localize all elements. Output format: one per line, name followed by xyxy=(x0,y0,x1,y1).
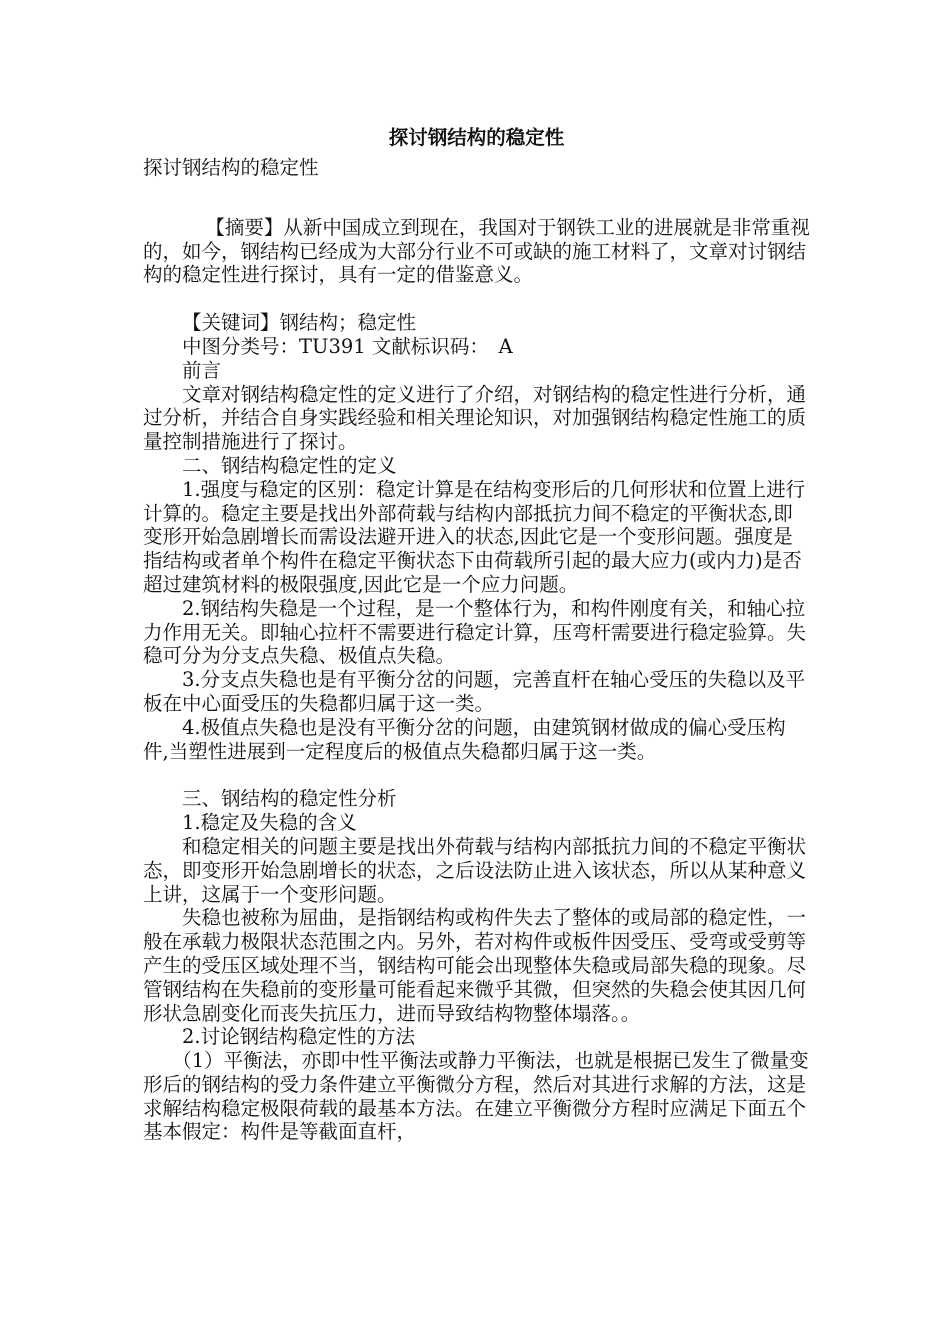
section-2-paragraph-3: 3.分支点失稳也是有平衡分岔的问题，完善直杆在轴心受压的失稳以及平板在中心面受压的失稳都归属于这一类。 xyxy=(143,668,806,715)
classification-line: 中图分类号：TU391 文献标识码： A xyxy=(182,334,513,358)
section-2-paragraph-2: 2.钢结构失稳是一个过程，是一个整体行为，和构件刚度有关，和轴心拉力作用无关。即轴心拉杆不需要进行稳定计算，压弯杆需要进行稳定验算。失稳可分为分支点失稳、极值点失稳。 xyxy=(143,596,807,668)
section-2-paragraph-1: 1.强度与稳定的区别：稳定计算是在结构变形后的几何形状和位置上进行计算的。稳定主要是找出外部荷载与结构内部抵抗力间不稳定的平衡状态,即变形开始急剧增长而需设法避开进入的状态,因此它是一个变形问题。强度是指结构或者单个构件在稳定平衡状态下由荷载所引起的最大应力(或内力)是否超过建筑材料的极限强度,因此它是一个应力问题。 xyxy=(143,477,806,596)
section-3-subheading-1: 1.稳定及失稳的含义 xyxy=(182,811,357,835)
section-3-subheading-2: 2.讨论钢结构稳定性的方法 xyxy=(182,1025,416,1049)
section-3-heading: 三、钢结构的稳定性分析 xyxy=(182,787,397,811)
document-subtitle: 探讨钢结构的稳定性 xyxy=(143,156,319,179)
section-2-heading: 二、钢结构稳定性的定义 xyxy=(182,453,397,477)
section-3-paragraph-2: 失稳也被称为屈曲，是指钢结构或构件失去了整体的或局部的稳定性，一般在承载力极限状态范围之内。另外，若对构件或板件因受压、受弯或受剪等产生的受压区域处理不当，钢结构可能会出现整体失稳或局部失稳的现象。尽管钢结构在失稳前的变形量可能看起来微乎其微，但突然的失稳会使其因几何形状急剧变化而丧失抗压力，进而导致结构物整体塌落。。 xyxy=(143,906,807,1025)
abstract-paragraph: 【摘要】从新中国成立到现在，我国对于钢铁工业的进展就是非常重视的，如今，钢结构已经成为大部分行业不可或缺的施工材料了，文章对讨钢结构的稳定性进行探讨，具有一定的借鉴意义。 xyxy=(143,215,810,287)
document-title: 探讨钢结构的稳定性 xyxy=(388,126,565,149)
section-3-paragraph-1: 和稳定相关的问题主要是找出外荷载与结构内部抵抗力间的不稳定平衡状态，即变形开始急剧增长的状态，之后设法防止进入该状态，所以从某种意义上讲，这属于一个变形问题。 xyxy=(143,834,807,906)
preface-heading: 前言 xyxy=(182,358,222,382)
section-3-paragraph-3: （1）平衡法，亦即中性平衡法或静力平衡法，也就是根据已发生了微量变形后的钢结构的受力条件建立平衡微分方程，然后对其进行求解的方法，这是求解结构稳定极限荷载的最基本方法。在建立平衡微分方程时应满足下面五个基本假定：构件是等截面直杆， xyxy=(143,1049,809,1144)
preface-paragraph: 文章对钢结构稳定性的定义进行了介绍，对钢结构的稳定性进行分析，通过分析，并结合自身实践经验和相关理论知识，对加强钢结构稳定性施工的质量控制措施进行了探讨。 xyxy=(143,382,807,454)
keywords-line: 【关键词】钢结构；稳定性 xyxy=(182,311,417,335)
section-2-paragraph-4: 4.极值点失稳也是没有平衡分岔的问题，由建筑钢材做成的偏心受压构件,当塑性进展到一定程度后的极值点失稳都归属于这一类。 xyxy=(143,715,786,763)
